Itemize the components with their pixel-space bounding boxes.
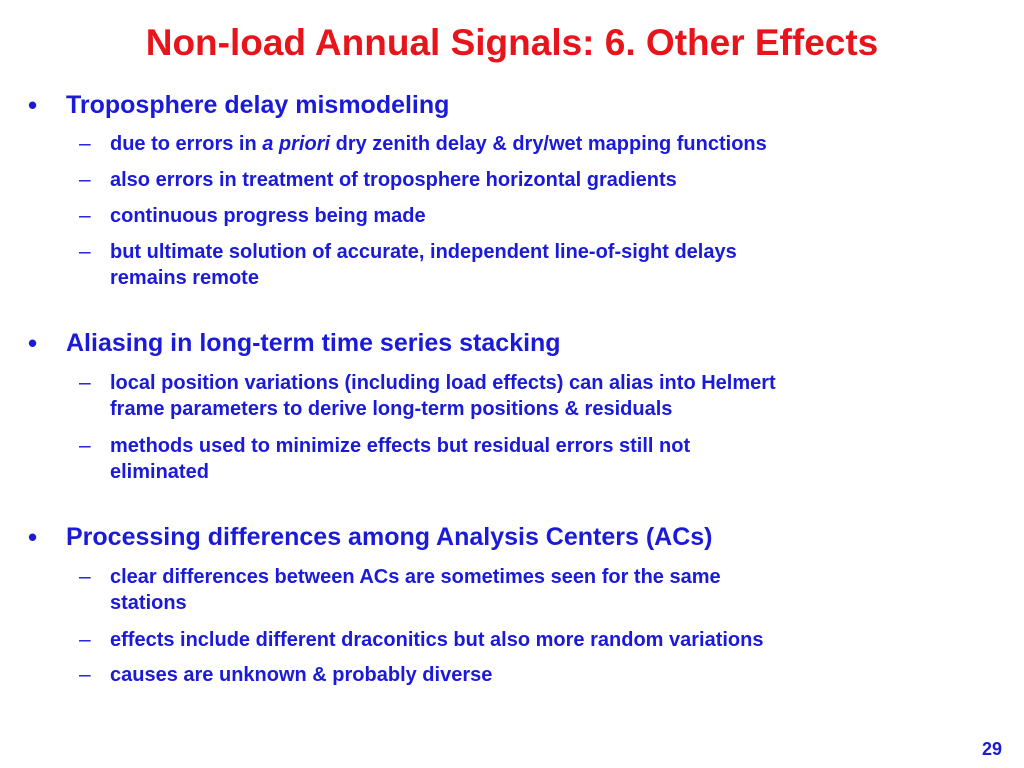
sub-item-text [110,239,970,291]
slide-title: Non-load Annual Signals: 6. Other Effects [145,22,879,63]
bullet-icon: • [28,90,38,120]
sub-item-text-prefix: due to errors in [110,133,263,155]
sub-item-text: causes are unknown & probably diverse [110,664,493,686]
dash-icon: – [79,204,91,227]
sub-item-text: effects include different draconitics but also more random variations [110,629,764,651]
sub-item-line: stations [110,592,187,614]
sub-item-line: remains remote [110,267,259,289]
bullet-heading: Processing differences among Analysis Centers (ACs) [66,523,713,551]
dash-icon: – [79,168,91,191]
bullet-heading: Troposphere delay mismodeling [66,91,450,119]
bullet-icon: • [28,522,38,552]
dash-icon: – [79,434,91,457]
sub-item-text [110,131,970,157]
sub-item-text [110,370,970,422]
bullet-troposphere [0,88,1024,122]
dash-icon: – [79,371,91,394]
sub-item-text-emphasis: a priori [262,133,331,155]
bullet-aliasing [0,326,1024,360]
sub-item-line: but ultimate solution of accurate, independent line-of-sight delays [110,241,737,263]
sub-item-line: local position variations (including load effects) can alias into Helmert [110,372,776,394]
dash-icon: – [79,240,91,263]
sub-item-text [110,564,970,616]
sub-item-line: frame parameters to derive long-term positions & residuals [110,398,673,420]
sub-item-line: clear differences between ACs are sometimes seen for the same [110,566,721,588]
sub-item-text: also errors in treatment of troposphere horizontal gradients [110,169,677,191]
bullet-icon: • [28,328,38,358]
dash-icon: – [79,628,91,651]
sub-item-line: eliminated [110,461,209,483]
bullet-heading: Aliasing in long-term time series stacking [66,329,561,357]
sub-item-line: methods used to minimize effects but residual errors still not [110,435,691,457]
sub-item-text [110,433,970,485]
dash-icon: – [79,132,91,155]
bullet-processing [0,520,1024,554]
dash-icon: – [79,565,91,588]
dash-icon: – [79,663,91,686]
sub-item-text-suffix: dry zenith delay & dry/wet mapping functions [330,133,767,155]
sub-item-text: continuous progress being made [110,205,426,227]
page-number: 29 [981,739,1002,759]
